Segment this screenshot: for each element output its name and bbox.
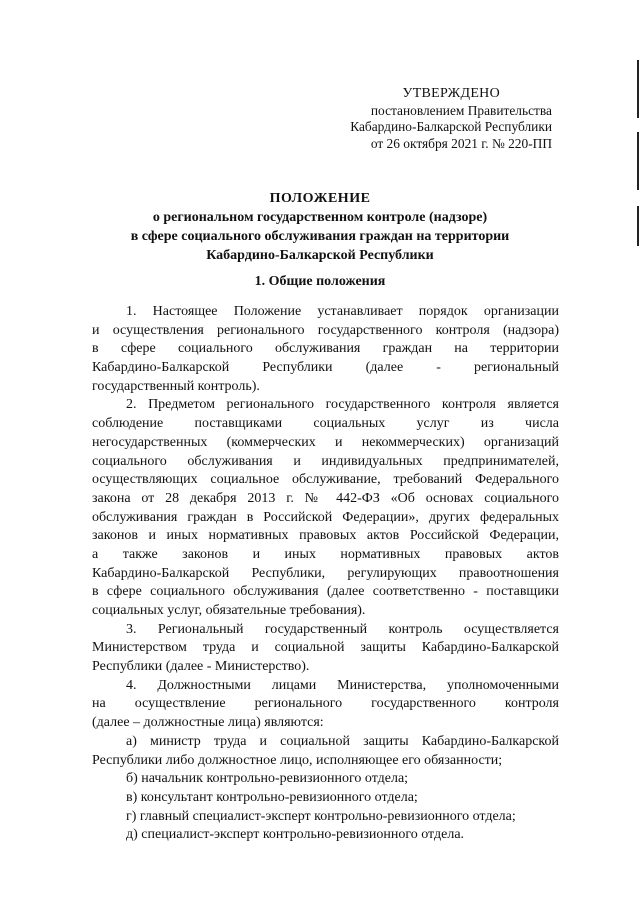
- paragraph: [92, 770, 559, 789]
- paragraph-line: социального обслуживания и индивидуальных предпринимателей,: [92, 453, 559, 469]
- title-line: в сфере социального обслуживания граждан на территории: [130, 229, 510, 244]
- paragraph-line: законов и иных нормативных правовых актов Российской Федерации,: [92, 528, 559, 544]
- scan-edge-mark: [637, 132, 639, 190]
- paragraph: [92, 826, 559, 845]
- paragraph-line: негосударственных (коммерческих и некоммерческих) организаций: [92, 434, 559, 450]
- paragraph-line: социальных услуг, обязательные требования).: [92, 603, 366, 618]
- paragraph: [92, 677, 559, 733]
- paragraph-line: д) специалист-эксперт контрольно-ревизионного отдела.: [126, 827, 465, 843]
- paragraph-line: Кабардино-Балкарской Республики (далее - региональный: [92, 360, 559, 376]
- document-body: [92, 303, 559, 845]
- scan-edge-mark: [637, 60, 639, 118]
- paragraph: [92, 789, 559, 808]
- paragraph-line: 2. Предметом регионального государственного контроля является: [126, 397, 559, 413]
- paragraph-line: г) главный специалист-эксперт контрольно-ревизионного отдела;: [126, 808, 516, 824]
- paragraph-line: в сфере социального обслуживания (далее соответственно - поставщики: [92, 584, 559, 600]
- paragraph-line: государственный контроль).: [92, 378, 260, 394]
- title-line: о региональном государственном контроле (надзоре): [152, 210, 488, 225]
- paragraph-line: 4. Должностными лицами Министерства, уполномоченными: [126, 677, 559, 693]
- approval-heading: УТВЕРЖДЕНО: [402, 86, 500, 101]
- approval-line: от 26 октября 2021 г. № 220-ПП: [370, 135, 552, 151]
- paragraph-line: осуществляющих социальное обслуживание, требований Федерального: [92, 472, 559, 488]
- paragraph-line: в) консультант контрольно-ревизионного отдела;: [126, 789, 418, 805]
- paragraph-line: 3. Региональный государственный контроль осуществляется: [126, 621, 559, 637]
- paragraph-line: б) начальник контрольно-ревизионного отдела;: [126, 771, 409, 787]
- paragraph-line: 1. Настоящее Положение устанавливает порядок организации: [126, 304, 559, 319]
- paragraph-line: Министерством труда и социальной защиты Кабардино-Балкарской: [92, 640, 559, 656]
- paragraph: [92, 621, 559, 677]
- paragraph-line: а) министр труда и социальной защиты Кабардино-Балкарской: [126, 733, 559, 749]
- scan-edge-mark: [637, 206, 639, 246]
- section-heading: 1. Общие положения: [254, 274, 386, 289]
- paragraph-line: обслуживания граждан в Российской Федерации», других федеральных: [92, 509, 559, 525]
- approval-line: Кабардино-Балкарской Республики: [350, 119, 552, 134]
- approval-line: постановлением Правительства: [370, 102, 552, 118]
- document-title: [0, 189, 640, 265]
- paragraph-line: соблюдение поставщиками социальных услуг из числа: [92, 416, 559, 432]
- paragraph-line: Республики (далее - Министерство).: [92, 659, 310, 675]
- title-line: ПОЛОЖЕНИЕ: [269, 191, 371, 206]
- paragraph-line: закона от 28 декабря 2013 г. № 442-ФЗ «Об основах социального: [92, 490, 559, 506]
- paragraph-line: в сфере социального обслуживания граждан на территории: [92, 341, 559, 357]
- paragraph: [92, 396, 559, 620]
- title-line: Кабардино-Балкарской Республики: [206, 248, 434, 263]
- paragraph-line: (далее – должностные лица) являются:: [92, 715, 324, 731]
- paragraph: [92, 733, 559, 770]
- paragraph: [92, 303, 559, 396]
- paragraph-line: Республики либо должностное лицо, исполняющее его обязанности;: [92, 752, 503, 768]
- paragraph-line: а также законов и иных нормативных правовых актов: [92, 546, 559, 562]
- paragraph-line: на осуществление регионального государственного контроля: [92, 696, 559, 712]
- approval-stamp: [292, 86, 552, 152]
- paragraph-line: и осуществления регионального государственного контроля (надзора): [92, 322, 559, 338]
- paragraph: [92, 808, 559, 827]
- paragraph-line: Кабардино-Балкарской Республики, регулирующих правоотношения: [92, 565, 559, 581]
